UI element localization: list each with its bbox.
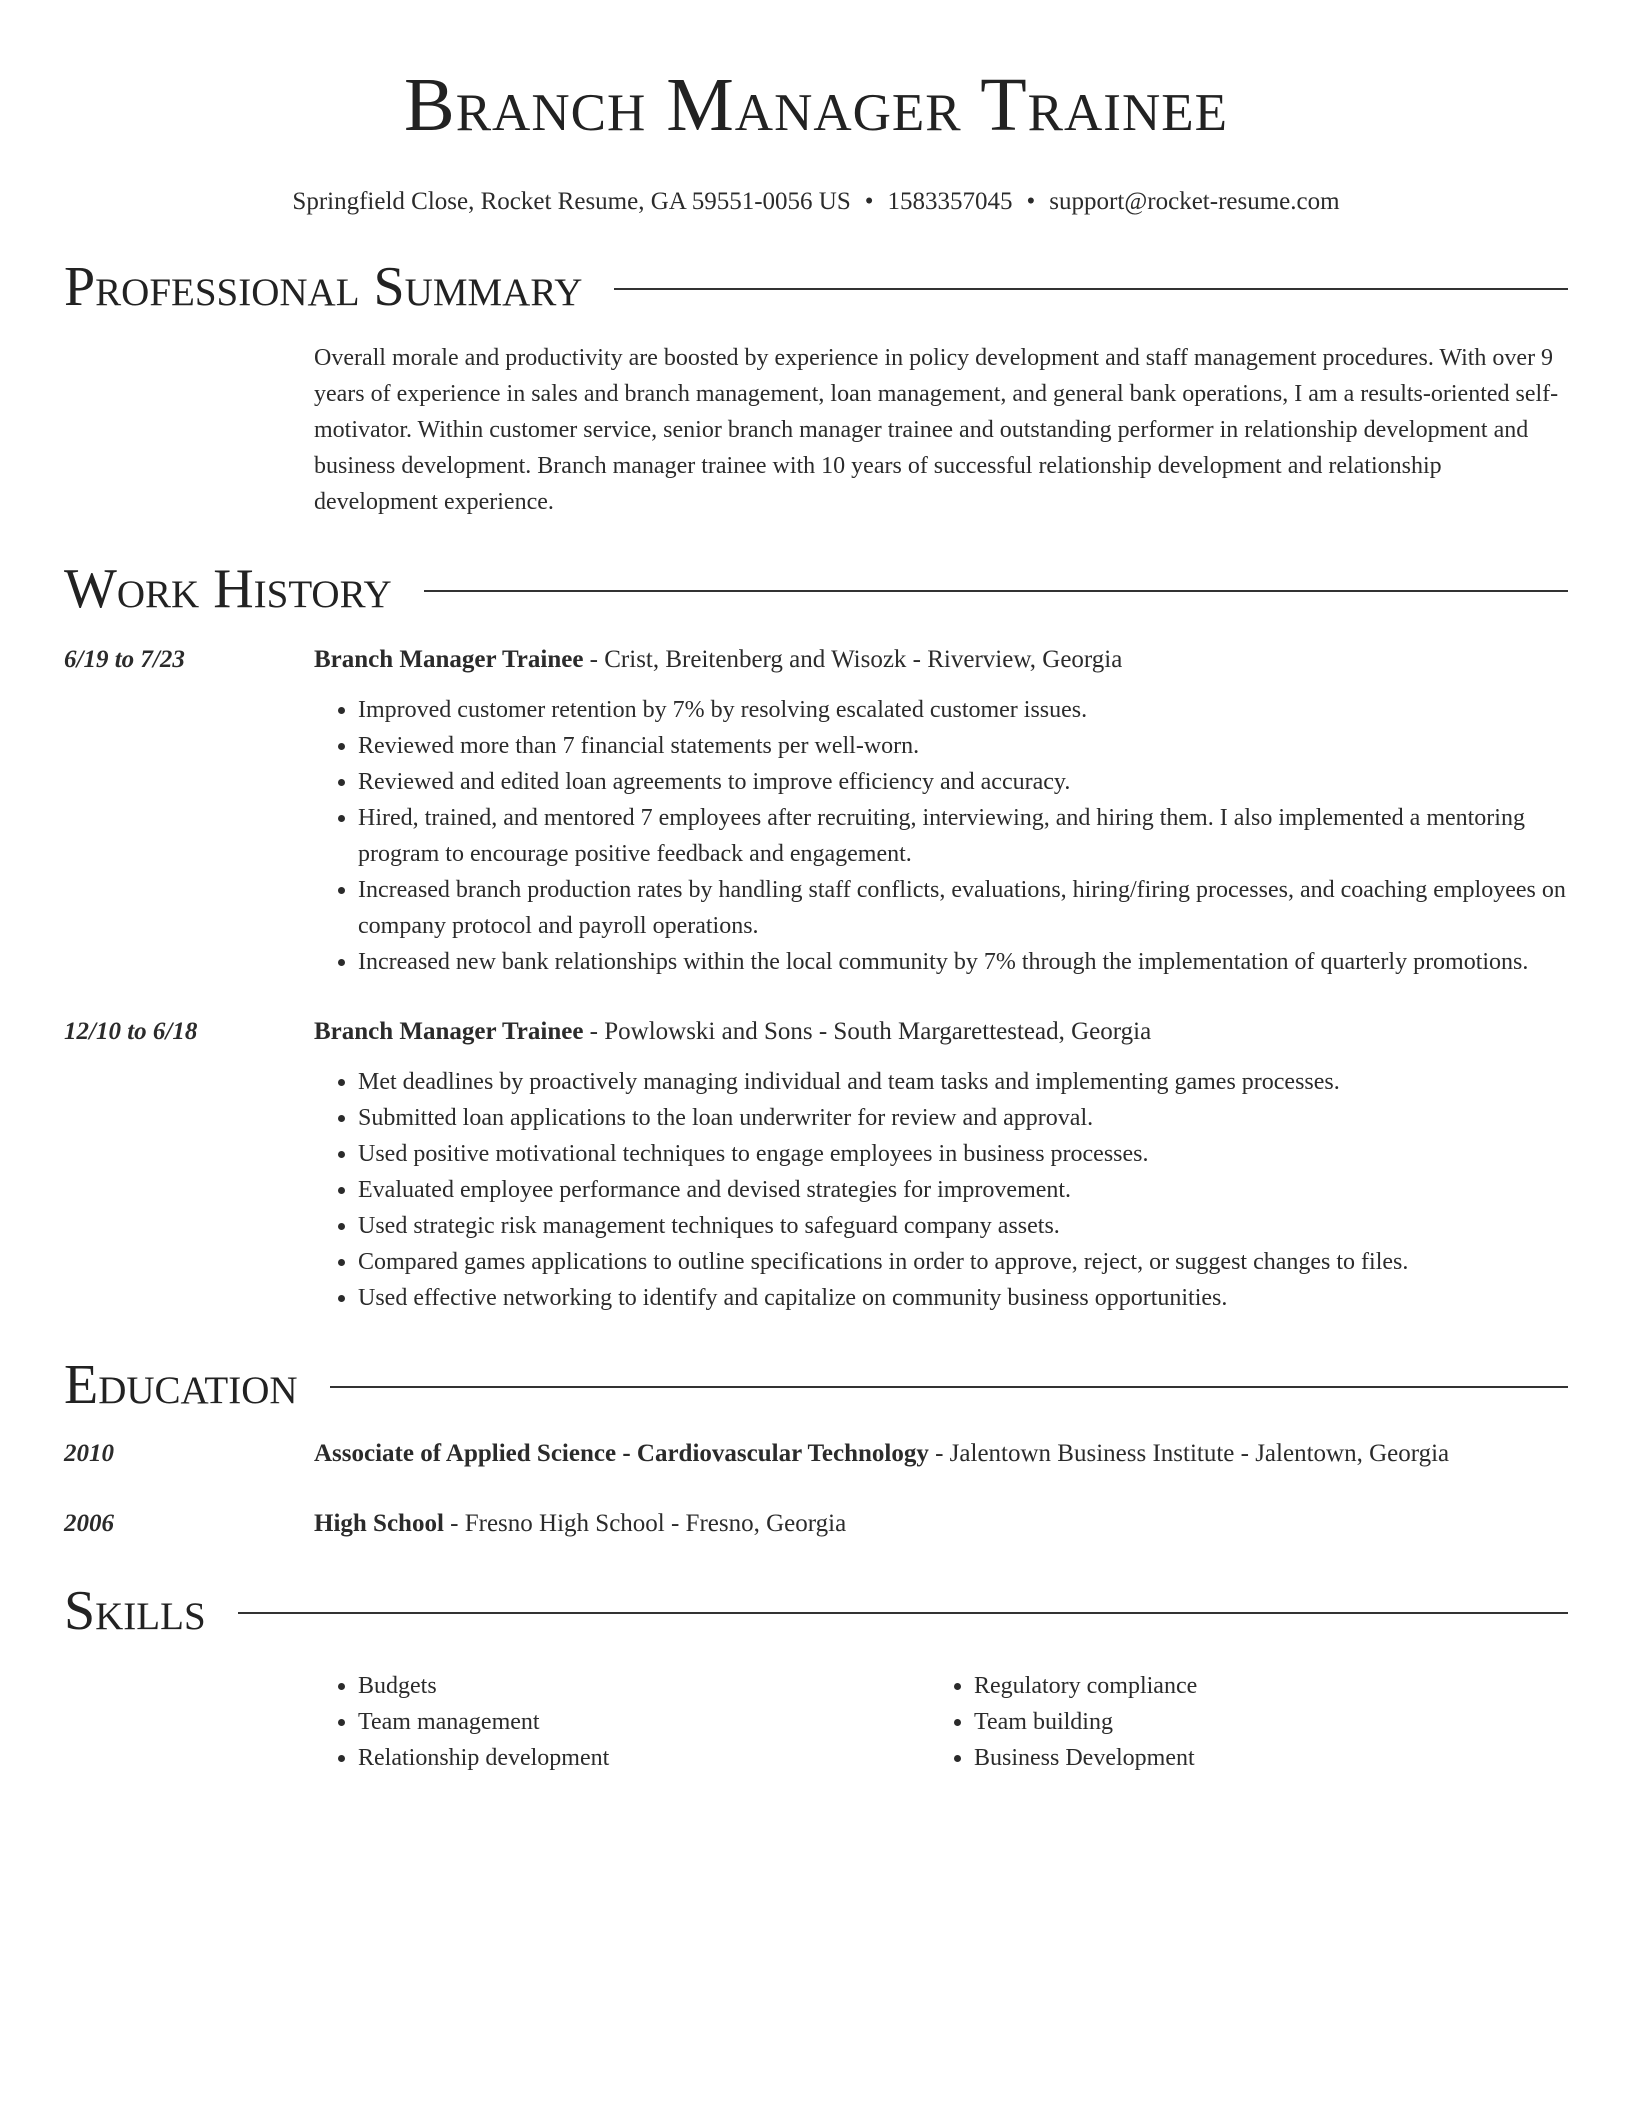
list-item: • Budgets [358,1668,930,1704]
summary-section-title: Professional Summary [64,256,583,318]
list-item: • Team building [974,1704,1546,1740]
education-degree: High School [314,1510,444,1537]
list-item: • Business Development [974,1740,1546,1776]
job-details: - Powlowski and Sons - South Margarettestead, Georgia [583,1018,1152,1045]
list-item: • Reviewed more than 7 financial statements per well-worn. [358,728,1568,764]
list-item: • Used strategic risk management techniques to safeguard company assets. [358,1208,1568,1244]
list-item: • Compared games applications to outline specifications in order to approve, reject, or suggest changes to files. [358,1244,1568,1280]
skills-section-title: Skills [64,1580,206,1642]
job-dates: 6/19 to 7/23 [64,646,185,673]
skills-list-right [930,1668,1546,1776]
job-bullets [314,692,1568,980]
summary-left-spacer [64,340,314,520]
list-item: • Met deadlines by proactively managing individual and team tasks and implementing games processes. [358,1064,1568,1100]
section-divider [330,1386,1568,1388]
job-bullets [314,1064,1568,1316]
education-entry [64,1436,1568,1472]
education-body [314,1436,1568,1472]
education-body [314,1506,1568,1542]
education-year: 2010 [64,1440,114,1467]
skills-row [64,1646,1568,1776]
list-item: • Increased branch production rates by handling staff conflicts, evaluations, hiring/firing processes, and coaching employees on company protocol and payroll operations. [358,872,1568,944]
summary-text: Overall morale and productivity are boosted by experience in policy development and staff management procedures. With over 9 years of experience in sales and branch management, loan management, and general bank operations, I am a results-oriented self-motivator. Within customer service, senior branch manager trainee and outstanding performer in relationship development and business development. Branch manager trainee with 10 years of successful relationship development and relationship development experience. [314,345,1559,515]
job-role: Branch Manager Trainee [314,1018,584,1045]
education-details: - Fresno High School - Fresno, Georgia [443,1510,847,1537]
list-item: • Reviewed and edited loan agreements to improve efficiency and accuracy. [358,764,1568,800]
contact-email[interactable]: support@rocket-resume.com [1049,188,1340,215]
list-item: • Relationship development [358,1740,930,1776]
section-divider [614,288,1568,290]
skills-section-header [64,1576,1568,1646]
job-details: - Crist, Breitenberg and Wisozk - Riverview, Georgia [583,646,1123,673]
list-item: • Improved customer retention by 7% by resolving escalated customer issues. [358,692,1568,728]
list-item: • Increased new bank relationships within the local community by 7% through the implementation of quarterly promotions. [358,944,1568,980]
summary-section-header [64,252,1568,322]
job-body [314,1014,1568,1316]
skills-left-spacer [64,1646,314,1776]
skills-columns [314,1668,1568,1776]
section-divider [424,590,1568,592]
work-section-header [64,554,1568,624]
job-body [314,642,1568,980]
job-entry [64,1014,1568,1316]
education-details: - Jalentown Business Institute - Jalentown, Georgia [928,1440,1450,1467]
contact-address: Springfield Close, Rocket Resume, GA 59551-0056 US [292,188,851,215]
section-divider [238,1612,1568,1614]
education-degree: Associate of Applied Science - Cardiovascular Technology [314,1440,929,1467]
list-item: • Regulatory compliance [974,1668,1546,1704]
education-section-header [64,1350,1568,1420]
job-heading [314,1014,1568,1050]
contact-separator: • [864,188,874,215]
list-item: • Team management [358,1704,930,1740]
job-entry [64,642,1568,980]
list-item: • Submitted loan applications to the loan underwriter for review and approval. [358,1100,1568,1136]
work-section-title: Work History [64,558,392,620]
education-entry [64,1506,1568,1542]
education-section-title: Education [64,1354,298,1416]
list-item: • Used positive motivational techniques to engage employees in business processes. [358,1136,1568,1172]
job-dates: 12/10 to 6/18 [64,1018,198,1045]
job-heading [314,642,1568,678]
summary-row [64,340,1568,520]
contact-phone: 1583357045 [887,188,1013,215]
list-item: • Used effective networking to identify and capitalize on community business opportunities. [358,1280,1568,1316]
education-year: 2006 [64,1510,114,1537]
list-item: • Evaluated employee performance and devised strategies for improvement. [358,1172,1568,1208]
list-item: • Hired, trained, and mentored 7 employees after recruiting, interviewing, and hiring them. I also implemented a mentoring program to encourage positive feedback and engagement. [358,800,1568,872]
contact-separator: • [1026,188,1036,215]
contact-line [64,186,1568,218]
skills-list-left [314,1668,930,1776]
job-role: Branch Manager Trainee [314,646,584,673]
candidate-name: Branch Manager Trainee [404,63,1228,147]
